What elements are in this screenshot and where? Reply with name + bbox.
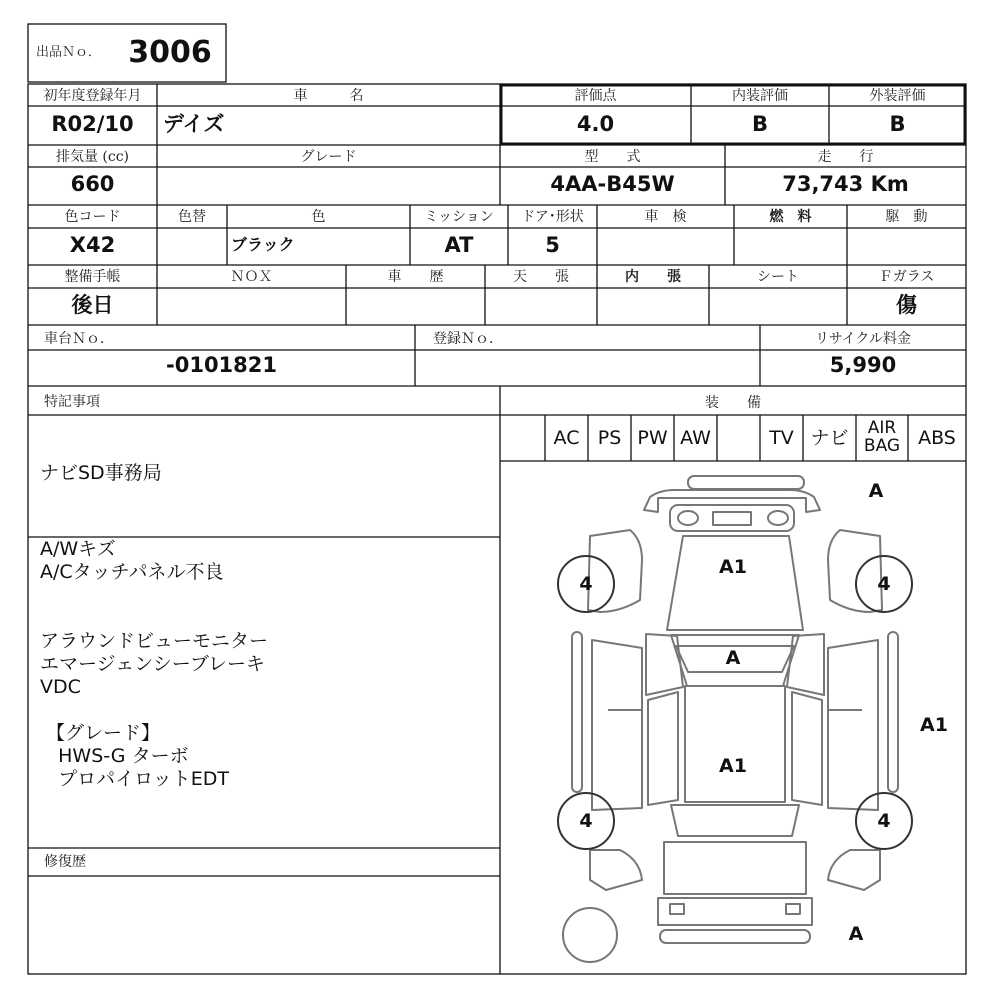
first-reg-value: R02/10 (51, 112, 134, 136)
displacement-label: 排気量 (cc) (55, 149, 130, 165)
chassis-no-label: 車台Ｎｏ． (44, 331, 114, 347)
equipment-tv: TV (769, 427, 794, 449)
service-book-label: 整備手帳 (64, 269, 121, 285)
equipment-abs: ABS (918, 427, 956, 449)
reg-no-label: 登録Ｎｏ． (433, 331, 503, 347)
exterior-grade-value: B (889, 112, 906, 136)
inspection-label: 車 検 (644, 209, 687, 225)
exterior-grade-label: 外装評価 (869, 88, 926, 104)
model-code-label: 型 式 (584, 149, 641, 165)
repaint-label: 色替 (178, 209, 206, 225)
remarks-block: A/Wキズ A/Cタッチパネル不良 アラウンドビューモニター エマージェンシーブレーキ VDC 【グレード】 HWS-G ターボ プロパイロットEDT (40, 538, 269, 790)
tire-front-right: 4 (877, 573, 891, 595)
mileage-value: 73,743 Km (782, 172, 909, 196)
interior-grade-value: B (751, 112, 768, 136)
displacement-value: 660 (70, 172, 115, 196)
tire-rear-left: 4 (579, 810, 593, 832)
color-value: ブラック (231, 235, 295, 254)
chassis-no-value: -0101821 (166, 353, 277, 377)
equipment-ac: AC (553, 427, 580, 449)
color-label: 色 (311, 209, 326, 225)
recycle-fee-label: リサイクル料金 (814, 331, 912, 347)
car-name-value: デイズ (163, 112, 225, 136)
remarks-line-1: ナビSD事務局 (40, 462, 162, 484)
equipment-aw: AW (680, 427, 711, 449)
tire-rear-right: 4 (877, 810, 891, 832)
lot-number: 3006 (128, 35, 212, 70)
score-label: 評価点 (574, 88, 617, 104)
damage-front-bumper: A (868, 480, 884, 502)
repair-history-label: 修復歴 (44, 854, 86, 870)
interior-grade-label: 内装評価 (732, 88, 788, 104)
mileage-label: 走 行 (817, 149, 874, 165)
tire-front-left: 4 (579, 573, 593, 595)
doors-value: 5 (545, 233, 560, 257)
front-glass-value: 傷 (896, 293, 917, 317)
damage-roof: A1 (719, 755, 747, 777)
equipment-airbag: AIR BAG (863, 418, 901, 456)
doors-label: ドア･形状 (521, 209, 584, 225)
first-reg-label: 初年度登録年月 (43, 88, 142, 104)
fuel-label: 燃 料 (769, 209, 812, 225)
nox-label: ＮＯＸ (230, 269, 273, 285)
equipment-pw: PW (637, 427, 668, 449)
equipment-label: 装 備 (705, 395, 761, 411)
seats-label: シート (757, 269, 799, 285)
score-value: 4.0 (576, 112, 615, 136)
service-book-value: 後日 (71, 293, 114, 317)
color-code-label: 色コード (64, 209, 121, 225)
damage-right-side: A1 (920, 714, 948, 736)
car-name-label: 車 名 (293, 88, 364, 104)
transmission-label: ミッション (424, 209, 494, 225)
transmission-value: AT (444, 233, 474, 257)
equipment-navi: ナビ (810, 427, 849, 449)
damage-front-glass: A (725, 647, 741, 669)
drive-label: 駆 動 (885, 209, 928, 225)
grade-label: グレード (300, 149, 357, 165)
color-code-value: X42 (69, 233, 116, 257)
recycle-fee-value: 5,990 (829, 353, 897, 377)
interior-trim-label: 内 張 (625, 269, 681, 285)
front-glass-label: Ｆガラス (878, 269, 935, 285)
model-code-value: 4AA-B45W (550, 172, 675, 196)
remarks-label: 特記事項 (44, 394, 100, 410)
headliner-label: 天 張 (513, 269, 569, 285)
equipment-ps: PS (597, 427, 622, 449)
damage-rear-bumper: A (848, 923, 864, 945)
damage-hood: A1 (719, 556, 747, 578)
history-label: 車 歴 (387, 269, 444, 285)
lot-label: 出品Ｎｏ． (36, 45, 102, 60)
